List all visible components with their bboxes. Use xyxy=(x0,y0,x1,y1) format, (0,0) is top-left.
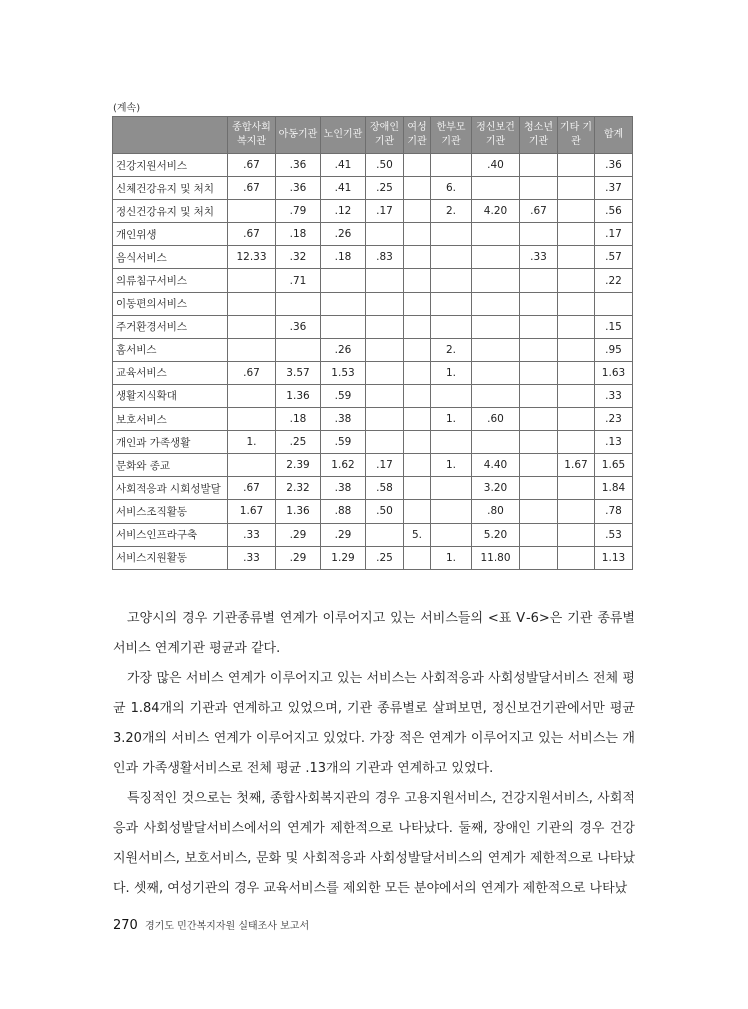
column-header: 기타 기관 xyxy=(558,117,595,154)
table-cell xyxy=(228,292,276,315)
table-cell: .33 xyxy=(595,384,633,407)
table-cell xyxy=(228,384,276,407)
table-row xyxy=(113,477,633,500)
table-cell: 5.20 xyxy=(472,523,520,546)
table-cell xyxy=(520,477,558,500)
table-cell: 1. xyxy=(431,454,472,477)
table-cell xyxy=(472,361,520,384)
table-cell xyxy=(404,223,431,246)
table-cell: .71 xyxy=(276,269,321,292)
column-header: 여성 기관 xyxy=(404,117,431,154)
row-label: 신체건강유지 및 처치 xyxy=(113,177,228,200)
continuation-label: (계속) xyxy=(113,103,141,114)
table-row xyxy=(113,338,633,361)
table-cell xyxy=(558,154,595,177)
table-cell: .25 xyxy=(276,431,321,454)
table-cell xyxy=(276,292,321,315)
table-cell xyxy=(520,177,558,200)
table-cell xyxy=(520,338,558,361)
table-cell: 4.40 xyxy=(472,454,520,477)
table-cell xyxy=(404,315,431,338)
table-cell: 1.29 xyxy=(321,546,366,569)
row-label: 건강지원서비스 xyxy=(113,154,228,177)
table-row xyxy=(113,246,633,269)
table-cell: .50 xyxy=(366,154,404,177)
table-cell xyxy=(520,384,558,407)
table-cell xyxy=(366,292,404,315)
table-cell xyxy=(558,384,595,407)
table-cell xyxy=(404,246,431,269)
table-cell: .80 xyxy=(472,500,520,523)
table-cell xyxy=(558,477,595,500)
table-cell: .38 xyxy=(321,477,366,500)
table-header-row xyxy=(113,117,633,154)
table-cell: 1.67 xyxy=(558,454,595,477)
table-cell: .15 xyxy=(595,315,633,338)
report-title: 경기도 민간복지자원 실태조사 보고서 xyxy=(145,921,310,932)
table-cell: .36 xyxy=(595,154,633,177)
table-cell: 1.36 xyxy=(276,500,321,523)
table-cell: 1.65 xyxy=(595,454,633,477)
table-cell xyxy=(366,223,404,246)
table-cell xyxy=(431,315,472,338)
table-cell xyxy=(558,200,595,223)
table-cell xyxy=(558,246,595,269)
table-cell xyxy=(558,269,595,292)
table-cell: .53 xyxy=(595,523,633,546)
table-cell xyxy=(321,269,366,292)
table-cell: .67 xyxy=(228,154,276,177)
table-cell: .18 xyxy=(276,223,321,246)
table-cell xyxy=(520,315,558,338)
table-cell: .29 xyxy=(321,523,366,546)
table-cell xyxy=(404,177,431,200)
table-cell: .67 xyxy=(228,177,276,200)
table-cell: .67 xyxy=(228,361,276,384)
table-cell xyxy=(431,223,472,246)
row-label: 서비스조직활동 xyxy=(113,500,228,523)
table-cell: .79 xyxy=(276,200,321,223)
table-cell xyxy=(431,246,472,269)
table-cell: .25 xyxy=(366,546,404,569)
table-cell xyxy=(558,546,595,569)
table-row xyxy=(113,177,633,200)
table-cell xyxy=(520,154,558,177)
table-cell: 1.36 xyxy=(276,384,321,407)
table-cell: 1.84 xyxy=(595,477,633,500)
table-row xyxy=(113,523,633,546)
table-cell xyxy=(404,200,431,223)
table-cell xyxy=(404,361,431,384)
table-row xyxy=(113,154,633,177)
table-cell: .12 xyxy=(321,200,366,223)
row-label: 보호서비스 xyxy=(113,408,228,431)
table-cell: 5. xyxy=(404,523,431,546)
table-cell: .36 xyxy=(276,154,321,177)
table-cell xyxy=(366,315,404,338)
table-cell xyxy=(431,523,472,546)
paragraph-1: 고양시의 경우 기관종류별 연계가 이루어지고 있는 서비스들의 <표 Ⅴ-6>은 기관 종류별 서비스 연계기관 평균과 같다. xyxy=(113,611,635,656)
table-cell xyxy=(366,523,404,546)
column-header: 정신보건 기관 xyxy=(472,117,520,154)
table-cell: .25 xyxy=(366,177,404,200)
table-row xyxy=(113,292,633,315)
table-cell xyxy=(595,292,633,315)
table-cell: .13 xyxy=(595,431,633,454)
table-cell xyxy=(228,338,276,361)
table-body xyxy=(113,154,633,570)
table-cell xyxy=(558,223,595,246)
table-cell xyxy=(366,338,404,361)
table-cell: .18 xyxy=(276,408,321,431)
table-cell xyxy=(558,408,595,431)
table-cell xyxy=(366,269,404,292)
table-cell xyxy=(558,292,595,315)
table-cell xyxy=(558,523,595,546)
table-cell: .58 xyxy=(366,477,404,500)
paragraph-3: 특징적인 것으로는 첫째, 종합사회복지관의 경우 고용지원서비스, 건강지원서비스, 사회적응과 사회성발달서비스에서의 연계가 제한적으로 나타났다. 둘째, 장애인 기관의 경우 건강지원서비스, 보호서비스, 문화 및 사회적응과 사회성발달서비스의 연계가 제한적으로 나타났다. 셋째, 여성기관의 경우 교육서비스를 제외한 모든 분야에서의 연계가 제한적으로 나타났 xyxy=(113,791,635,896)
table-row xyxy=(113,269,633,292)
table-cell: 2. xyxy=(431,200,472,223)
table-cell xyxy=(404,477,431,500)
table-row xyxy=(113,223,633,246)
table-cell: 1.63 xyxy=(595,361,633,384)
table-cell: 1.67 xyxy=(228,500,276,523)
table-cell: .33 xyxy=(520,246,558,269)
row-label: 사회적응과 시회성발달 xyxy=(113,477,228,500)
table-row xyxy=(113,361,633,384)
table-cell xyxy=(520,431,558,454)
table-cell xyxy=(472,246,520,269)
table-cell: .33 xyxy=(228,546,276,569)
table-cell xyxy=(228,454,276,477)
row-label: 주거환경서비스 xyxy=(113,315,228,338)
table-cell: .29 xyxy=(276,523,321,546)
table-cell xyxy=(472,338,520,361)
table-cell xyxy=(472,223,520,246)
table-cell xyxy=(404,546,431,569)
table-row xyxy=(113,454,633,477)
table-cell xyxy=(228,315,276,338)
column-header: 종합사회 복지관 xyxy=(228,117,276,154)
row-label: 교육서비스 xyxy=(113,361,228,384)
table-row xyxy=(113,315,633,338)
row-label: 이동편의서비스 xyxy=(113,292,228,315)
table-cell: .59 xyxy=(321,384,366,407)
table-cell xyxy=(321,315,366,338)
table-cell: .26 xyxy=(321,338,366,361)
table-cell xyxy=(321,292,366,315)
table-cell xyxy=(431,500,472,523)
table-cell xyxy=(404,454,431,477)
table-cell xyxy=(431,292,472,315)
row-label: 개인위생 xyxy=(113,223,228,246)
column-header: 아동기관 xyxy=(276,117,321,154)
table-cell: 2.32 xyxy=(276,477,321,500)
table-cell: .41 xyxy=(321,177,366,200)
row-label: 개인과 가족생활 xyxy=(113,431,228,454)
table-cell xyxy=(404,500,431,523)
row-label: 음식서비스 xyxy=(113,246,228,269)
table-cell xyxy=(472,269,520,292)
row-label: 의류침구서비스 xyxy=(113,269,228,292)
table-cell: .38 xyxy=(321,408,366,431)
paragraph-2: 가장 많은 서비스 연계가 이루어지고 있는 서비스는 사회적응과 사회성발달서비스 전체 평균 1.84개의 기관과 연계하고 있었으며, 기관 종류별로 살펴보면, 정신보건기관에서만 평균 3.20개의 서비스 연계가 이루어지고 있었다. 가장 적은 연계가 이루어지고 있는 서비스는 개인과 가족생활서비스로 전체 평균 .13개의 기관과 연계하고 있었다. xyxy=(113,671,635,776)
table-cell: 1. xyxy=(431,408,472,431)
table-cell: .67 xyxy=(520,200,558,223)
table-cell: 1.53 xyxy=(321,361,366,384)
table-cell xyxy=(404,338,431,361)
table-cell: .18 xyxy=(321,246,366,269)
table-cell: 1.62 xyxy=(321,454,366,477)
column-header: 장애인 기관 xyxy=(366,117,404,154)
table-cell: .67 xyxy=(228,477,276,500)
table-cell xyxy=(520,523,558,546)
table-cell xyxy=(366,431,404,454)
table-row xyxy=(113,408,633,431)
table-cell: .37 xyxy=(595,177,633,200)
table-cell xyxy=(404,292,431,315)
table-cell: 3.20 xyxy=(472,477,520,500)
table-cell: 4.20 xyxy=(472,200,520,223)
row-label: 정신건강유지 및 처치 xyxy=(113,200,228,223)
table-cell xyxy=(366,384,404,407)
row-label: 문화와 종교 xyxy=(113,454,228,477)
table-cell xyxy=(472,315,520,338)
page-footer xyxy=(113,917,309,933)
table-cell xyxy=(431,477,472,500)
table-cell xyxy=(366,408,404,431)
table-cell: .88 xyxy=(321,500,366,523)
table-cell xyxy=(366,361,404,384)
table-cell: .17 xyxy=(595,223,633,246)
table-cell xyxy=(520,269,558,292)
table-cell xyxy=(472,431,520,454)
table-cell: .41 xyxy=(321,154,366,177)
table-cell: .32 xyxy=(276,246,321,269)
table-row xyxy=(113,200,633,223)
table-cell xyxy=(228,200,276,223)
table-cell xyxy=(558,500,595,523)
table-cell xyxy=(404,269,431,292)
table-row xyxy=(113,546,633,569)
body-text xyxy=(113,604,635,904)
table-cell: .36 xyxy=(276,177,321,200)
table-cell xyxy=(520,546,558,569)
table-cell: .95 xyxy=(595,338,633,361)
table-cell xyxy=(431,154,472,177)
table-cell: 11.80 xyxy=(472,546,520,569)
table-cell: .78 xyxy=(595,500,633,523)
table-cell: 1.13 xyxy=(595,546,633,569)
table-cell xyxy=(472,384,520,407)
table-cell xyxy=(404,384,431,407)
table-cell: .22 xyxy=(595,269,633,292)
table-row xyxy=(113,500,633,523)
table-cell: 3.57 xyxy=(276,361,321,384)
table-cell xyxy=(404,431,431,454)
table-cell xyxy=(520,454,558,477)
table-cell xyxy=(558,431,595,454)
table-cell xyxy=(431,384,472,407)
table-cell xyxy=(228,269,276,292)
column-header: 한부모 기관 xyxy=(431,117,472,154)
table-cell xyxy=(472,292,520,315)
table-cell: 2. xyxy=(431,338,472,361)
service-linkage-table xyxy=(112,116,633,570)
table-cell: .83 xyxy=(366,246,404,269)
table-cell xyxy=(558,338,595,361)
table-corner-cell xyxy=(113,117,228,154)
table-cell xyxy=(404,154,431,177)
table-cell xyxy=(520,408,558,431)
table-cell: 12.33 xyxy=(228,246,276,269)
table-cell: 1. xyxy=(228,431,276,454)
table-cell xyxy=(404,408,431,431)
table-cell: .56 xyxy=(595,200,633,223)
row-label: 홈서비스 xyxy=(113,338,228,361)
table-cell: .59 xyxy=(321,431,366,454)
table-cell xyxy=(520,292,558,315)
table-cell: .36 xyxy=(276,315,321,338)
table-cell: 2.39 xyxy=(276,454,321,477)
table-cell: 1. xyxy=(431,361,472,384)
table-cell: .33 xyxy=(228,523,276,546)
table-cell: .57 xyxy=(595,246,633,269)
table-cell xyxy=(558,177,595,200)
table-cell: .40 xyxy=(472,154,520,177)
table-cell xyxy=(431,431,472,454)
table-cell: .60 xyxy=(472,408,520,431)
column-header: 청소년 기관 xyxy=(520,117,558,154)
table-cell: .29 xyxy=(276,546,321,569)
table-row xyxy=(113,384,633,407)
table-cell: .50 xyxy=(366,500,404,523)
table-cell xyxy=(558,315,595,338)
table-cell xyxy=(558,361,595,384)
row-label: 생활지식확대 xyxy=(113,384,228,407)
table-cell xyxy=(520,500,558,523)
table-cell xyxy=(431,269,472,292)
column-header: 노인기관 xyxy=(321,117,366,154)
page-number: 270 xyxy=(113,918,138,933)
table-cell xyxy=(228,408,276,431)
table-cell: 6. xyxy=(431,177,472,200)
table-cell: .67 xyxy=(228,223,276,246)
column-header: 합계 xyxy=(595,117,633,154)
table-cell: .17 xyxy=(366,454,404,477)
table-cell: .23 xyxy=(595,408,633,431)
table-cell xyxy=(472,177,520,200)
row-label: 서비스지원활동 xyxy=(113,546,228,569)
table-cell xyxy=(520,223,558,246)
row-label: 서비스인프라구축 xyxy=(113,523,228,546)
table-cell: 1. xyxy=(431,546,472,569)
table-cell xyxy=(276,338,321,361)
table-row xyxy=(113,431,633,454)
table-cell xyxy=(520,361,558,384)
table-cell: .26 xyxy=(321,223,366,246)
table-cell: .17 xyxy=(366,200,404,223)
